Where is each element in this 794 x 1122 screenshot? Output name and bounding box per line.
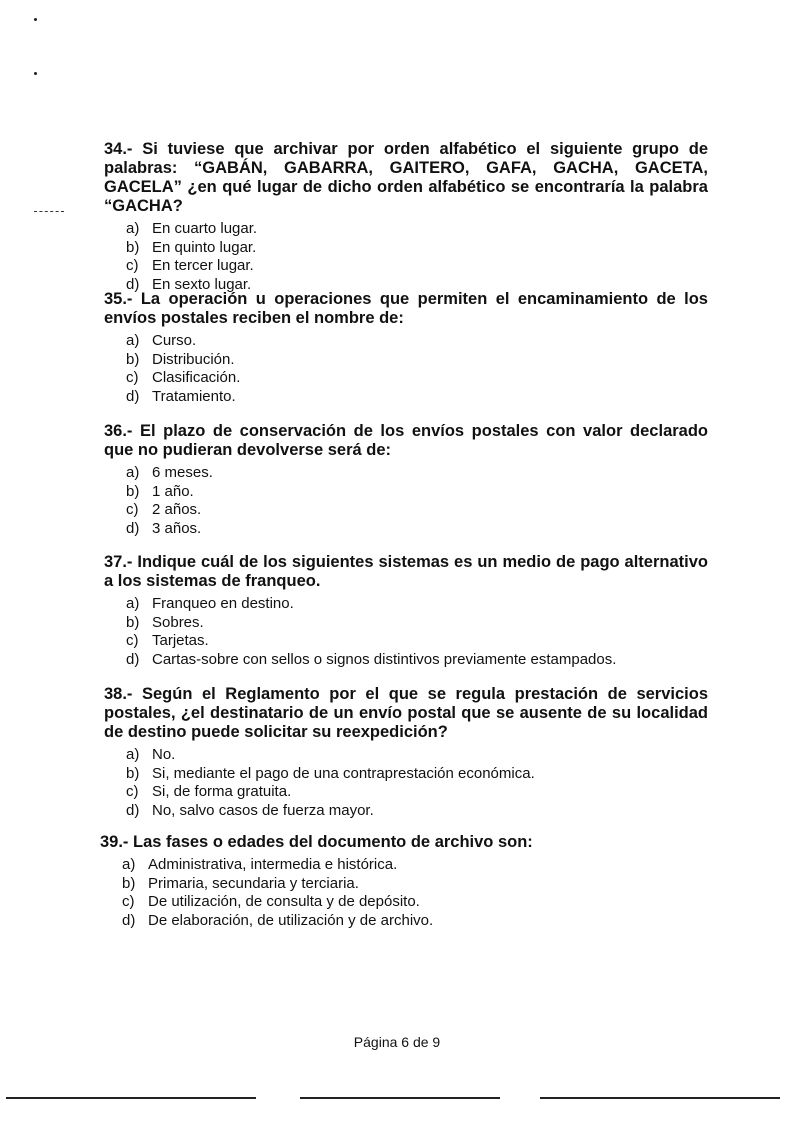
option-text: De utilización, de consulta y de depósito. [148, 893, 420, 910]
question-38 [104, 685, 708, 820]
option-letter: c) [126, 501, 139, 518]
option-b [126, 765, 708, 784]
option-text: Administrativa, intermedia e histórica. [148, 856, 398, 873]
option-d [126, 802, 708, 821]
footer-rule [300, 1097, 500, 1099]
scan-speck [34, 18, 37, 21]
option-letter: c) [126, 369, 139, 386]
option-b [126, 614, 708, 633]
option-text: Tratamiento. [152, 387, 236, 405]
options-list [104, 746, 708, 820]
option-text: Clasificación. [152, 369, 241, 386]
footer-rule [540, 1097, 780, 1099]
option-b [126, 351, 708, 370]
option-text: 3 años. [152, 519, 202, 537]
option-letter: b) [126, 482, 140, 500]
option-letter: d) [126, 650, 140, 668]
option-letter: a) [126, 220, 140, 237]
option-text: En quinto lugar. [152, 238, 257, 256]
option-letter: a) [126, 332, 140, 349]
question-39 [100, 833, 704, 930]
option-c [126, 257, 708, 276]
option-text: En sexto lugar. [152, 275, 252, 293]
option-text: Franqueo en destino. [152, 595, 294, 612]
option-b [126, 239, 708, 258]
options-list [104, 332, 708, 406]
option-letter: d) [122, 911, 136, 929]
option-letter: b) [122, 874, 136, 892]
option-a [126, 464, 708, 483]
question-text: 35.- La operación u operaciones que permiten el encaminamiento de los envíos postales reciben el nombre de: [104, 290, 708, 327]
margin-mark [34, 211, 64, 212]
option-b [126, 483, 708, 502]
option-a [126, 746, 708, 765]
question-text: 39.- Las fases o edades del documento de archivo son: [100, 833, 533, 851]
option-c [126, 501, 708, 520]
option-b [122, 875, 704, 894]
option-text: En tercer lugar. [152, 257, 254, 274]
option-a [122, 856, 704, 875]
option-letter: b) [126, 238, 140, 256]
question-text: 38.- Según el Reglamento por el que se regula prestación de servicios postales, ¿el destinatario de un envío postal que se ausente de su localidad de destino puede solicitar su reexpedición? [104, 685, 708, 741]
options-list [100, 856, 704, 930]
option-text: Cartas-sobre con sellos o signos distintivos previamente estampados. [152, 650, 617, 668]
question-text: 36.- El plazo de conservación de los envíos postales con valor declarado que no pudieran devolverse será de: [104, 422, 708, 459]
option-letter: b) [126, 764, 140, 782]
option-letter: a) [122, 856, 136, 873]
options-list [104, 595, 708, 669]
option-letter: a) [126, 746, 140, 763]
option-d [126, 388, 708, 407]
option-letter: a) [126, 464, 140, 481]
option-text: No, salvo casos de fuerza mayor. [152, 801, 374, 819]
footer-rule [6, 1097, 256, 1099]
option-text: 1 año. [152, 482, 194, 500]
option-text: No. [152, 746, 176, 763]
option-text: 2 años. [152, 501, 202, 518]
option-a [126, 220, 708, 239]
option-c [126, 783, 708, 802]
option-letter: c) [126, 632, 139, 649]
option-a [126, 332, 708, 351]
options-list [104, 220, 708, 294]
option-c [126, 632, 708, 651]
option-d [126, 520, 708, 539]
option-text: Tarjetas. [152, 632, 209, 649]
scan-speck [34, 72, 37, 75]
option-c [126, 369, 708, 388]
option-letter: b) [126, 613, 140, 631]
option-text: De elaboración, de utilización y de archivo. [148, 911, 434, 929]
option-letter: d) [126, 801, 140, 819]
option-text: Primaria, secundaria y terciaria. [148, 874, 359, 892]
option-letter: b) [126, 350, 140, 368]
option-letter: a) [126, 595, 140, 612]
option-letter: c) [126, 257, 139, 274]
option-c [122, 893, 704, 912]
question-37 [104, 553, 708, 669]
page-number: Página 6 de 9 [353, 1034, 441, 1050]
question-text: 37.- Indique cuál de los siguientes sistemas es un medio de pago alternativo a los sistemas de franqueo. [104, 553, 708, 590]
option-a [126, 595, 708, 614]
option-text: 6 meses. [152, 464, 213, 481]
option-letter: c) [126, 783, 139, 800]
option-letter: d) [126, 275, 140, 293]
option-text: Distribución. [152, 350, 235, 368]
option-letter: c) [122, 893, 135, 910]
option-letter: d) [126, 387, 140, 405]
question-35 [104, 290, 708, 406]
option-text: Curso. [152, 332, 197, 349]
question-36 [104, 422, 708, 538]
question-34 [104, 140, 708, 294]
option-text: En cuarto lugar. [152, 220, 258, 237]
option-letter: d) [126, 519, 140, 537]
option-d [122, 912, 704, 931]
question-text: 34.- Si tuviese que archivar por orden alfabético el siguiente grupo de palabras: “GABÁN, GABARRA, GAITERO, GAFA, GACHA, GACETA, GACELA” ¿en qué lugar de dicho orden alfabético se encontraría la palabra “GACHA? [104, 140, 708, 215]
option-text: Si, mediante el pago de una contraprestación económica. [152, 764, 535, 782]
options-list [104, 464, 708, 538]
option-text: Si, de forma gratuita. [152, 783, 292, 800]
option-text: Sobres. [152, 613, 204, 631]
option-d [126, 651, 708, 670]
